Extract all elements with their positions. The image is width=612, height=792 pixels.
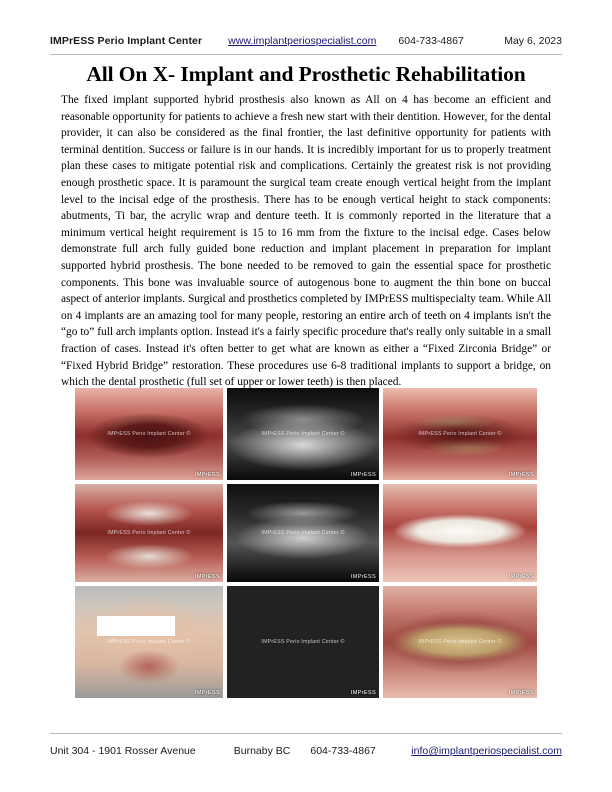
article-body: The fixed implant supported hybrid prosthesis also known as All on 4 has become an efficient and reasonable opportunity for patients to achieve a fresh new start with their dentition. However, for the dental provider, it can also be considered as the final frontier, the last definitive opportunity for patients with terminal dentition. Success or failure is in our hands. It is incredibly important for us to properly treatment plan these cases to mitigate potential risk and complications. Certainly the greatest risk is not providing enough prosthetic space. It is paramount the surgical team create enough vertical height from the implant level to the incisal edge of the prosthesis. There has to be enough vertical height to stack components: abutments, Ti bar, the acrylic wrap and denture teeth. It is commonly reported in the literature that a minimum vertical height requirement is 15 to 16 mm from the fixture to the incisal edge. Cases below demonstrate full arch fully guided bone reduction and implant placement in preparation for implant supported hybrid prosthesis. The bone needed to be removed to gain the essential space for prosthetic components. This bone was invaluable source of autogenous bone to augment the thin bone on buccal aspect of anterior implants. Surgical and prosthetics completed by IMPrESS multispecialty team. While All on 4 implants are an amazing tool for many people, restoring an entire arch of teeth on 4 implants isn't the “go to” full arch implants option. Instead it's a fairly specific procedure that's really only suitable in a small fraction of cases. Instead it's often better to get what are known as either a “Fixed Zirconia Bridge” or “Fixed Hybrid Bridge” restoration. These procedures use 6-8 traditional implants to support a bridge, on which the dental prosthetic (full set of upper or lower teeth) is then placed. — [61, 94, 551, 389]
image-tag: IMPrESS — [194, 574, 220, 580]
watermark-text: IMPrESS Perio Implant Center © — [107, 530, 191, 536]
page-header — [50, 28, 562, 54]
footer-divider — [50, 733, 562, 734]
image-tag: IMPrESS — [350, 690, 376, 696]
watermark-text: IMPrESS Perio Implant Center © — [418, 431, 502, 437]
header-divider — [50, 54, 562, 55]
image-tag: IMPrESS — [508, 690, 534, 696]
gallery-image-preop-panoramic-radiograph — [227, 388, 379, 480]
gallery-image-preop-intraoral-right-view — [383, 388, 537, 480]
footer-phone: 604-733-4867 — [310, 745, 376, 757]
watermark-text: IMPrESS Perio Implant Center © — [261, 639, 345, 645]
footer-city: Burnaby BC — [233, 745, 291, 757]
image-tag: IMPrESS — [508, 472, 534, 478]
watermark-text: IMPrESS Perio Implant Center © — [261, 530, 345, 536]
page-title: All On X- Implant and Prosthetic Rehabilitation — [86, 62, 526, 86]
gallery-image-final-prosthesis-occlusal-view — [383, 484, 537, 582]
watermark-text: IMPrESS Perio Implant Center © — [418, 639, 502, 645]
header-phone: 604-733-4867 — [398, 35, 464, 47]
privacy-redaction-bar — [97, 616, 175, 636]
image-tag: IMPrESS — [508, 574, 534, 580]
footer-email-link[interactable]: info@implantperiospecialist.com — [411, 745, 562, 757]
watermark-text: IMPrESS Perio Implant Center © — [107, 431, 191, 437]
image-tag: IMPrESS — [194, 472, 220, 478]
footer-address: Unit 304 - 1901 Rosser Avenue — [50, 745, 196, 757]
gallery-image-preop-intraoral-left-view — [75, 388, 223, 480]
watermark-text: IMPrESS Perio Implant Center © — [107, 639, 191, 645]
gallery-image-postop-panoramic-radiograph — [227, 484, 379, 582]
gallery-image-preop-worn-dentition-smile — [383, 586, 537, 698]
document-date: May 6, 2023 — [504, 35, 562, 47]
clinic-website-link[interactable]: www.implantperiospecialist.com — [228, 35, 377, 47]
gallery-image-surgical-guided-bone-reduction — [75, 484, 223, 582]
watermark-text: IMPrESS Perio Implant Center © — [261, 431, 345, 437]
gallery-image-final-smile-closeup — [227, 586, 379, 698]
image-tag: IMPrESS — [350, 574, 376, 580]
image-tag: IMPrESS — [194, 690, 220, 696]
image-tag: IMPrESS — [350, 472, 376, 478]
page-footer — [50, 740, 562, 762]
watermark-text: IMPrESS Perio Implant Center © — [418, 530, 502, 536]
gallery-image-patient-facial-portrait — [75, 586, 223, 698]
clinic-name: IMPrESS Perio Implant Center — [50, 35, 203, 47]
case-photo-gallery — [75, 388, 537, 698]
